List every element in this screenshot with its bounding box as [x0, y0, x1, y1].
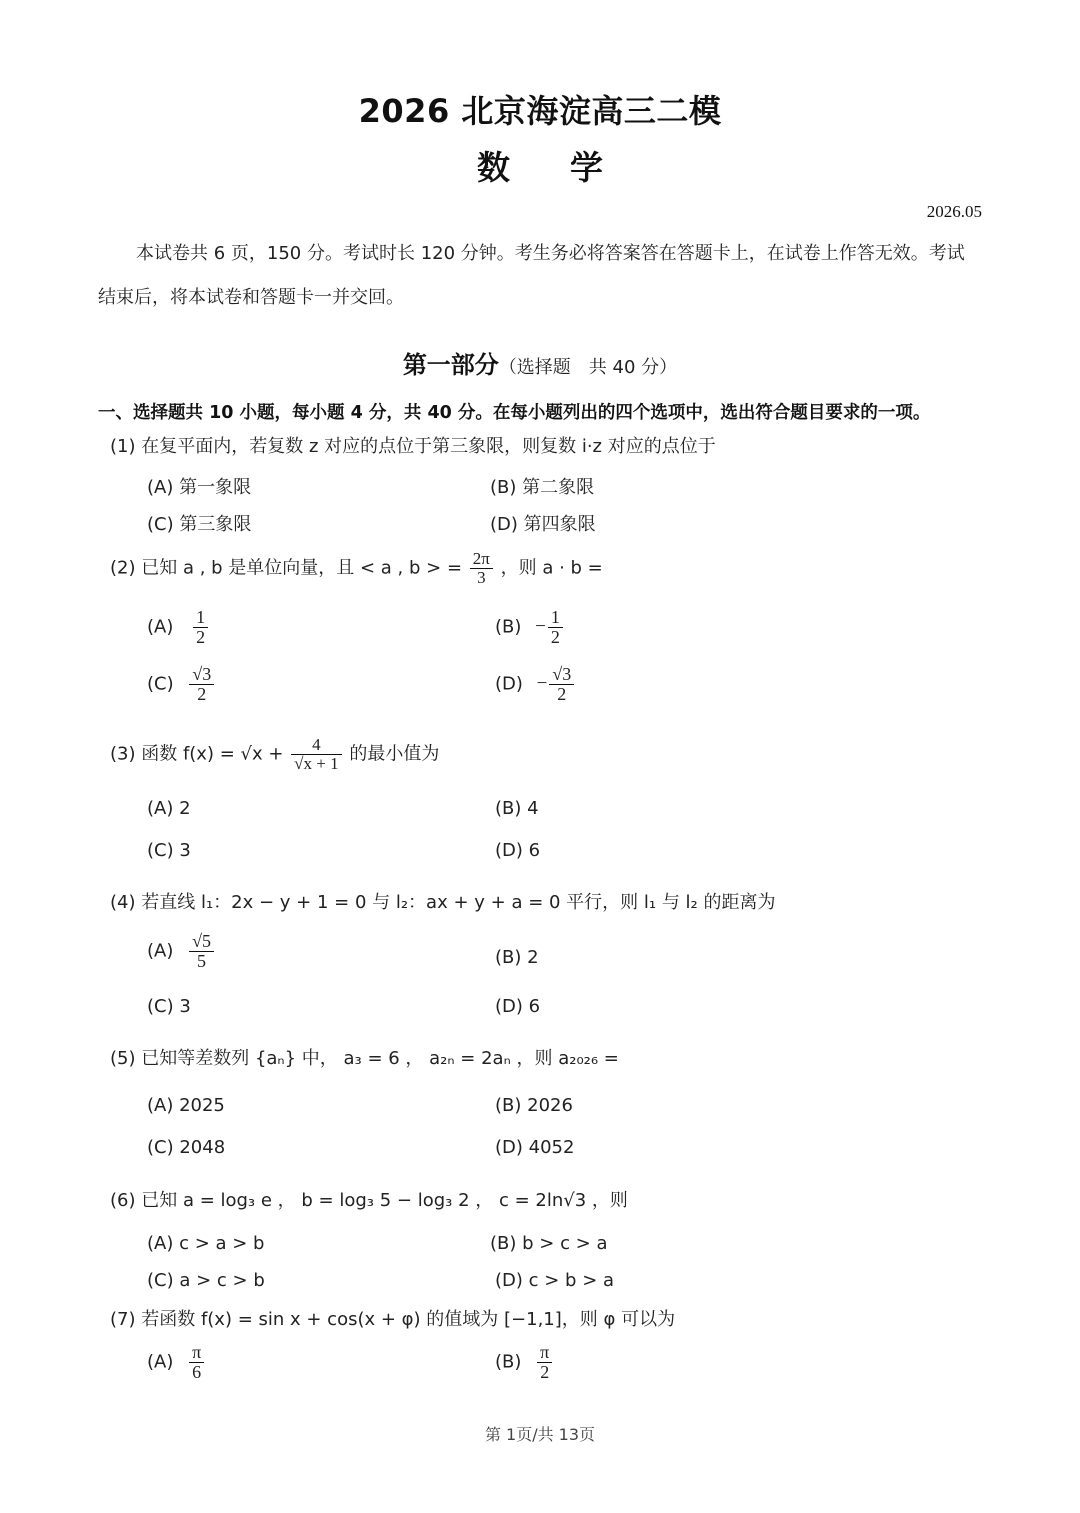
instructions-line-2: 结束后，将本试卷和答题卡一并交回。 — [98, 287, 404, 308]
question-3-option-a[interactable]: (A) 2 — [147, 798, 191, 819]
question-2-stem-pre: (2) 已知 a , b 是单位向量，且 < a , b > = — [110, 557, 463, 579]
section-heading: 一、选择题共 10 小题，每小题 4 分，共 40 分。在每小题列出的四个选项中，选出符合题目要求的一项。 — [98, 403, 931, 423]
part-note: （选择题 共 40 分） — [498, 357, 678, 378]
instructions-line-1: 本试卷共 6 页，150 分。考试时长 120 分钟。考生务必将答案答在答题卡上，在试卷上作答无效。考试 — [136, 243, 965, 264]
question-2-angle-fraction: $\frac{2\pi}{3}$ — [470, 550, 493, 587]
question-7-stem: (7) 若函数 f(x) = sin x + cos(x + φ) 的值域为 [−1,1]，则 φ 可以为 — [110, 1309, 676, 1330]
question-6-option-d[interactable]: (D) c > b > a — [495, 1270, 615, 1291]
question-3-stem — [110, 736, 439, 773]
question-3-option-b[interactable]: (B) 4 — [495, 798, 539, 819]
question-3-stem-pre: (3) 函数 f(x) = √x + — [110, 743, 284, 765]
question-6-option-a[interactable]: (A) c > a > b — [147, 1233, 265, 1254]
question-3-option-c[interactable]: (C) 3 — [147, 840, 191, 861]
question-1-option-a[interactable]: (A) 第一象限 — [147, 477, 252, 498]
page-number: 第 1页/共 13页 — [484, 1425, 596, 1444]
question-5-stem: (5) 已知等差数列 {aₙ} 中， a₃ = 6 ， a₂ₙ = 2aₙ ，则 a₂₀₂₆ = — [110, 1048, 619, 1069]
subject-title: 数学 — [477, 148, 663, 187]
question-6-option-c[interactable]: (C) a > c > b — [147, 1270, 265, 1291]
question-4-option-d[interactable]: (D) 6 — [495, 996, 541, 1017]
question-5-option-c[interactable]: (C) 2048 — [147, 1137, 226, 1158]
exam-instructions — [98, 232, 982, 320]
question-5-option-b[interactable]: (B) 2026 — [495, 1095, 573, 1116]
question-7-option-a[interactable]: (A) $\frac{\pi}{6}$ — [147, 1343, 206, 1382]
question-4-stem: (4) 若直线 l₁：2x − y + 1 = 0 与 l₂：ax + y + a = 0 平行，则 l₁ 与 l₂ 的距离为 — [110, 892, 776, 913]
question-7-option-b[interactable]: (B) $\frac{\pi}{2}$ — [495, 1343, 554, 1382]
question-6-option-b[interactable]: (B) b > c > a — [490, 1233, 608, 1254]
exam-date: 2026.05 — [926, 202, 982, 221]
question-3-stem-post: 的最小值为 — [349, 743, 440, 765]
question-3-fraction: $\frac{4}{√x + 1}$ — [291, 736, 341, 773]
question-2-option-d[interactable]: (D) − $\frac{√3}{2}$ — [495, 665, 576, 704]
question-1-option-b[interactable]: (B) 第二象限 — [490, 477, 595, 498]
question-3-option-d[interactable]: (D) 6 — [495, 840, 541, 861]
part-heading — [0, 345, 1080, 380]
question-1-stem: (1) 在复平面内，若复数 z 对应的点位于第三象限，则复数 i·z 对应的点位于 — [110, 436, 716, 457]
question-4-option-a[interactable]: (A) $\frac{√5}{5}$ — [147, 932, 216, 971]
question-4-option-b[interactable]: (B) 2 — [495, 947, 539, 968]
question-2-option-a[interactable]: (A) $\frac{1}{2}$ — [147, 608, 210, 647]
part-title: 第一部分 — [402, 351, 499, 379]
question-1-option-d[interactable]: (D) 第四象限 — [490, 514, 596, 535]
question-5-option-a[interactable]: (A) 2025 — [147, 1095, 225, 1116]
question-2-option-b[interactable]: (B) − $\frac{1}{2}$ — [495, 608, 565, 647]
exam-title: 2026 北京海淀高三二模 — [358, 92, 722, 130]
question-4-option-c[interactable]: (C) 3 — [147, 996, 191, 1017]
question-2-stem — [110, 550, 603, 587]
question-1-option-c[interactable]: (C) 第三象限 — [147, 514, 252, 535]
question-2-stem-post: ，则 a · b = — [500, 557, 603, 579]
question-2-option-c[interactable]: (C) $\frac{√3}{2}$ — [147, 665, 216, 704]
question-5-option-d[interactable]: (D) 4052 — [495, 1137, 575, 1158]
question-6-stem: (6) 已知 a = log₃ e ， b = log₃ 5 − log₃ 2 ， c = 2ln√3 ，则 — [110, 1190, 628, 1211]
